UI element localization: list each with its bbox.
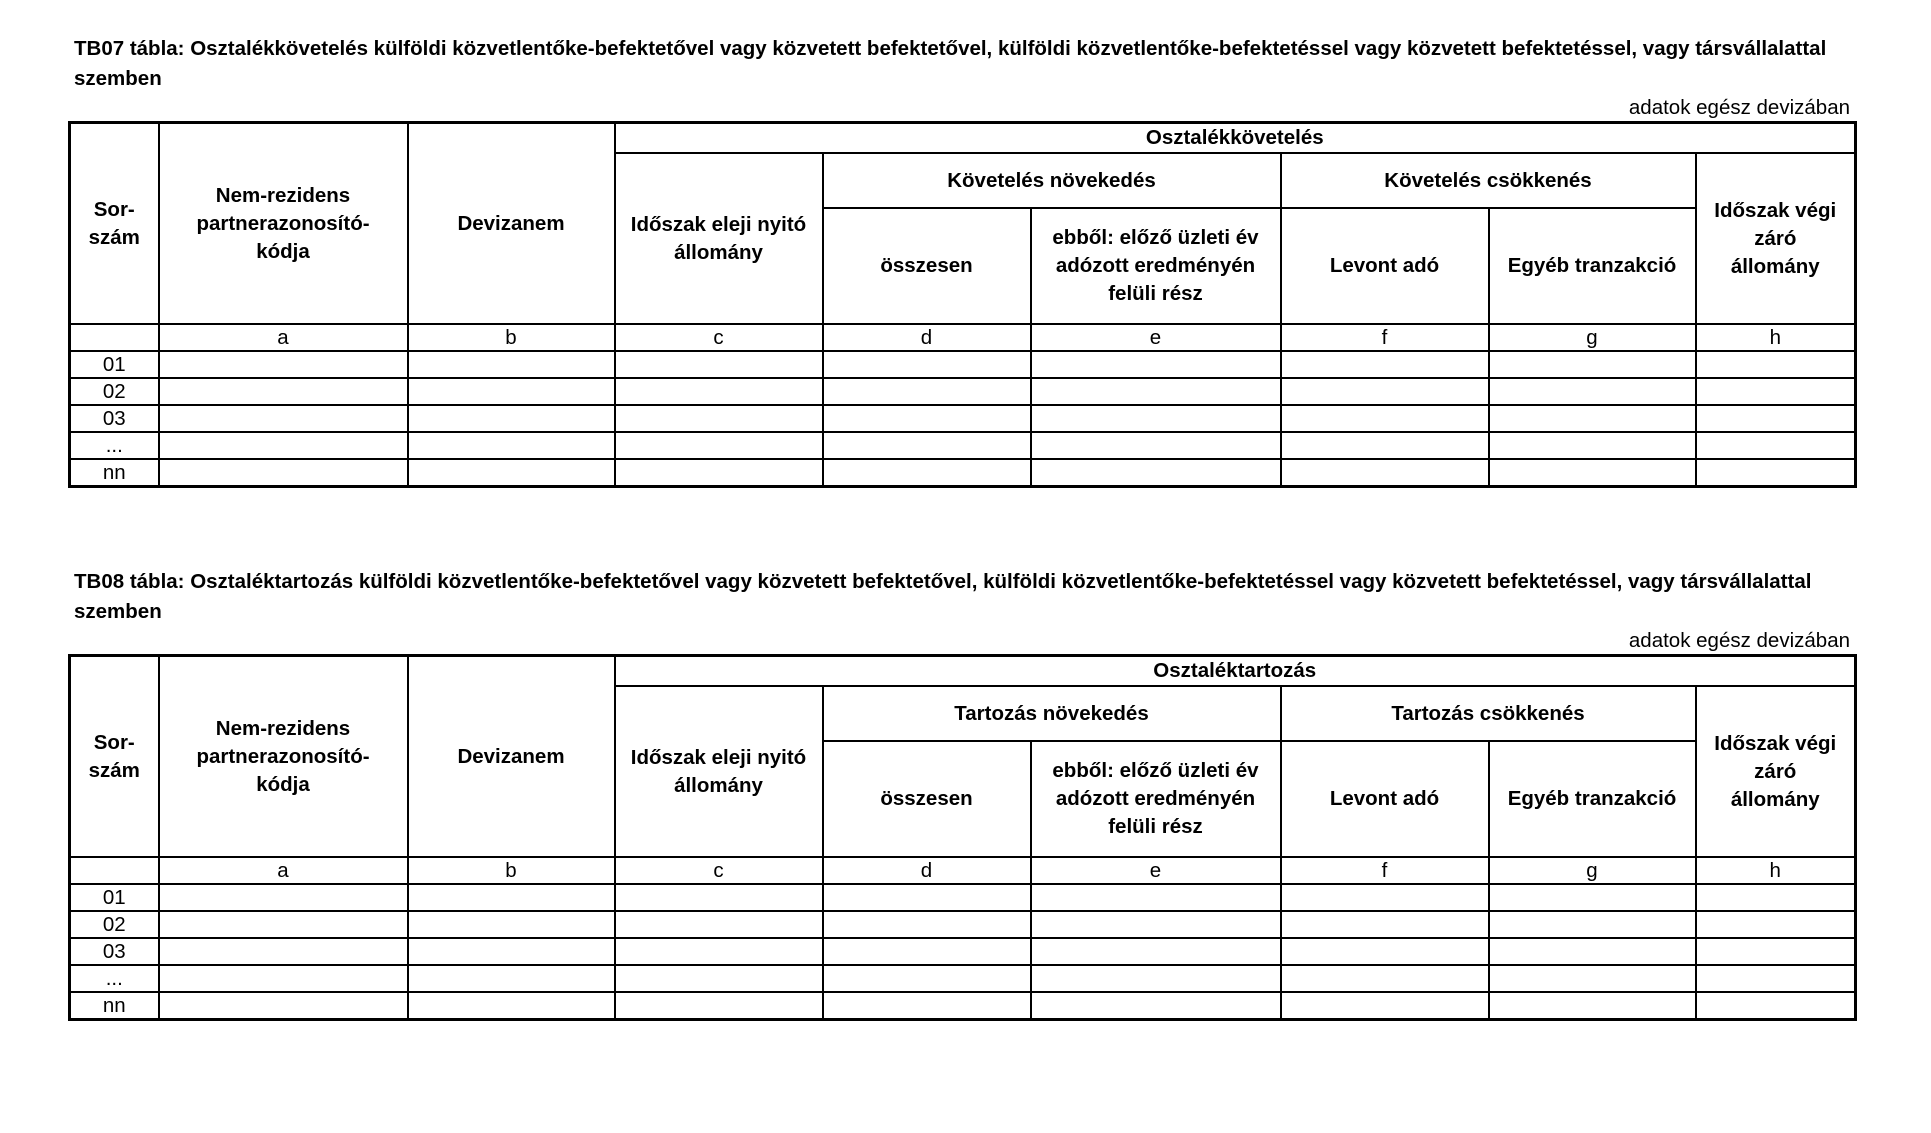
letter-cell: g xyxy=(1489,324,1696,351)
data-cell[interactable] xyxy=(1031,992,1281,1020)
data-cell[interactable] xyxy=(408,884,615,911)
data-cell[interactable] xyxy=(615,378,823,405)
row-number: 01 xyxy=(70,351,159,378)
letter-cell: g xyxy=(1489,857,1696,884)
data-cell[interactable] xyxy=(615,992,823,1020)
data-cell[interactable] xyxy=(1489,378,1696,405)
data-cell[interactable] xyxy=(615,405,823,432)
data-cell[interactable] xyxy=(408,911,615,938)
data-cell[interactable] xyxy=(1489,432,1696,459)
data-cell[interactable] xyxy=(823,459,1031,487)
data-cell[interactable] xyxy=(823,992,1031,1020)
data-cell[interactable] xyxy=(1281,432,1489,459)
header-decrease: Tartozás csökkenés xyxy=(1281,686,1696,741)
data-cell[interactable] xyxy=(408,459,615,487)
data-cell[interactable] xyxy=(1281,405,1489,432)
data-cell[interactable] xyxy=(1696,459,1856,487)
data-cell[interactable] xyxy=(1489,351,1696,378)
header-closing: Időszak végi záró állomány xyxy=(1696,153,1856,324)
header-increase: Tartozás növekedés xyxy=(823,686,1281,741)
table-row xyxy=(70,405,1856,432)
data-cell[interactable] xyxy=(1031,459,1281,487)
data-cell[interactable] xyxy=(159,432,408,459)
data-cell[interactable] xyxy=(823,938,1031,965)
data-cell[interactable] xyxy=(408,965,615,992)
data-cell[interactable] xyxy=(823,911,1031,938)
data-cell[interactable] xyxy=(1489,884,1696,911)
data-cell[interactable] xyxy=(159,459,408,487)
data-cell[interactable] xyxy=(1489,405,1696,432)
data-cell[interactable] xyxy=(1489,992,1696,1020)
row-number: 03 xyxy=(70,405,159,432)
data-cell[interactable] xyxy=(823,884,1031,911)
data-cell[interactable] xyxy=(615,351,823,378)
header-partner-code: Nem-rezidens partnerazonosító- kódja xyxy=(159,656,408,858)
data-cell[interactable] xyxy=(1281,884,1489,911)
row-number: nn xyxy=(70,992,159,1020)
data-cell[interactable] xyxy=(1281,459,1489,487)
row-number: nn xyxy=(70,459,159,487)
letter-cell: f xyxy=(1281,857,1489,884)
data-cell[interactable] xyxy=(615,884,823,911)
row-number: ... xyxy=(70,432,159,459)
data-cell[interactable] xyxy=(1696,911,1856,938)
letter-cell xyxy=(70,324,159,351)
header-increase: Követelés növekedés xyxy=(823,153,1281,208)
units-note: adatok egész devizában xyxy=(1628,629,1850,652)
data-cell[interactable] xyxy=(1281,938,1489,965)
letter-cell: b xyxy=(408,324,615,351)
data-cell[interactable] xyxy=(1489,911,1696,938)
data-cell[interactable] xyxy=(823,351,1031,378)
data-cell[interactable] xyxy=(1031,911,1281,938)
letter-cell: f xyxy=(1281,324,1489,351)
header-currency: Devizanem xyxy=(408,656,615,858)
data-cell[interactable] xyxy=(615,459,823,487)
table-row xyxy=(70,459,1856,487)
header-decrease: Követelés csökkenés xyxy=(1281,153,1696,208)
header-other: Egyéb tranzakció xyxy=(1489,741,1696,857)
data-cell[interactable] xyxy=(615,432,823,459)
data-cell[interactable] xyxy=(1696,992,1856,1020)
header-group: Osztalékkövetelés xyxy=(615,123,1856,154)
data-table-tb08 xyxy=(68,654,1857,1021)
header-opening: Időszak eleji nyitó állomány xyxy=(615,686,823,857)
data-cell[interactable] xyxy=(1281,965,1489,992)
data-cell[interactable] xyxy=(1696,965,1856,992)
data-cell[interactable] xyxy=(408,992,615,1020)
header-total: összesen xyxy=(823,741,1031,857)
letter-row xyxy=(70,857,1856,884)
data-cell[interactable] xyxy=(159,378,408,405)
header-currency: Devizanem xyxy=(408,123,615,325)
data-cell[interactable] xyxy=(1031,884,1281,911)
data-cell[interactable] xyxy=(159,992,408,1020)
units-note: adatok egész devizában xyxy=(1628,96,1850,119)
data-cell[interactable] xyxy=(1696,884,1856,911)
header-group: Osztaléktartozás xyxy=(615,656,1856,687)
data-cell[interactable] xyxy=(1031,351,1281,378)
header-total: összesen xyxy=(823,208,1031,324)
data-cell[interactable] xyxy=(615,938,823,965)
data-cell[interactable] xyxy=(1489,965,1696,992)
data-cell[interactable] xyxy=(823,432,1031,459)
data-cell[interactable] xyxy=(823,965,1031,992)
table-row xyxy=(70,884,1856,911)
data-cell[interactable] xyxy=(1031,432,1281,459)
header-tax: Levont adó xyxy=(1281,741,1489,857)
data-cell[interactable] xyxy=(408,405,615,432)
data-cell[interactable] xyxy=(1031,965,1281,992)
header-opening: Időszak eleji nyitó állomány xyxy=(615,153,823,324)
row-number: 01 xyxy=(70,884,159,911)
row-number: ... xyxy=(70,965,159,992)
data-cell[interactable] xyxy=(1696,351,1856,378)
data-cell[interactable] xyxy=(408,432,615,459)
table-row xyxy=(70,938,1856,965)
data-cell[interactable] xyxy=(408,378,615,405)
letter-cell: a xyxy=(159,857,408,884)
letter-cell: a xyxy=(159,324,408,351)
letter-cell: c xyxy=(615,324,823,351)
letter-cell: c xyxy=(615,857,823,884)
header-tax: Levont adó xyxy=(1281,208,1489,324)
letter-cell: d xyxy=(823,324,1031,351)
data-cell[interactable] xyxy=(159,884,408,911)
data-cell[interactable] xyxy=(1281,378,1489,405)
letter-cell: h xyxy=(1696,857,1856,884)
data-cell[interactable] xyxy=(1031,405,1281,432)
data-cell[interactable] xyxy=(1281,911,1489,938)
header-prev-year: ebből: előző üzleti év adózott eredményén felüli rész xyxy=(1031,741,1281,857)
letter-cell: h xyxy=(1696,324,1856,351)
data-cell[interactable] xyxy=(159,938,408,965)
data-cell[interactable] xyxy=(1031,938,1281,965)
data-cell[interactable] xyxy=(1696,432,1856,459)
data-cell[interactable] xyxy=(1281,992,1489,1020)
table-title: TB08 tábla: Osztaléktartozás külföldi közvetlentőke-befektetővel vagy közvetett befektetővel, külföldi közvetlentőke-befektetéssel vagy közvetett befektetéssel, vagy társvállalattal szemben xyxy=(74,570,1812,623)
table-row xyxy=(70,351,1856,378)
table-row xyxy=(70,378,1856,405)
data-cell[interactable] xyxy=(159,405,408,432)
data-cell[interactable] xyxy=(408,351,615,378)
data-cell[interactable] xyxy=(823,405,1031,432)
header-prev-year: ebből: előző üzleti év adózott eredményén felüli rész xyxy=(1031,208,1281,324)
data-cell[interactable] xyxy=(823,378,1031,405)
table-title: TB07 tábla: Osztalékkövetelés külföldi közvetlentőke-befektetővel vagy közvetett befektetővel, külföldi közvetlentőke-befektetéssel vagy közvetett befektetéssel, vagy társvállalattal szemben xyxy=(74,37,1827,90)
letter-cell: e xyxy=(1031,857,1281,884)
data-cell[interactable] xyxy=(615,911,823,938)
data-cell[interactable] xyxy=(1696,938,1856,965)
letter-cell: d xyxy=(823,857,1031,884)
letter-row xyxy=(70,324,1856,351)
table-row xyxy=(70,992,1856,1020)
row-number: 03 xyxy=(70,938,159,965)
data-cell[interactable] xyxy=(1489,938,1696,965)
data-cell[interactable] xyxy=(408,938,615,965)
data-cell[interactable] xyxy=(159,965,408,992)
data-cell[interactable] xyxy=(1489,459,1696,487)
data-table-tb07 xyxy=(68,121,1857,488)
header-other: Egyéb tranzakció xyxy=(1489,208,1696,324)
letter-cell: b xyxy=(408,857,615,884)
header-sorszam: Sor- szám xyxy=(70,656,159,858)
table-row xyxy=(70,911,1856,938)
row-number: 02 xyxy=(70,911,159,938)
data-cell[interactable] xyxy=(159,351,408,378)
header-closing: Időszak végi záró állomány xyxy=(1696,686,1856,857)
data-cell[interactable] xyxy=(1031,378,1281,405)
table-row xyxy=(70,965,1856,992)
data-cell[interactable] xyxy=(1281,351,1489,378)
table-row xyxy=(70,432,1856,459)
data-cell[interactable] xyxy=(615,965,823,992)
row-number: 02 xyxy=(70,378,159,405)
letter-cell: e xyxy=(1031,324,1281,351)
data-cell[interactable] xyxy=(1696,405,1856,432)
data-cell[interactable] xyxy=(159,911,408,938)
data-cell[interactable] xyxy=(1696,378,1856,405)
header-sorszam: Sor- szám xyxy=(70,123,159,325)
letter-cell xyxy=(70,857,159,884)
header-partner-code: Nem-rezidens partnerazonosító- kódja xyxy=(159,123,408,325)
